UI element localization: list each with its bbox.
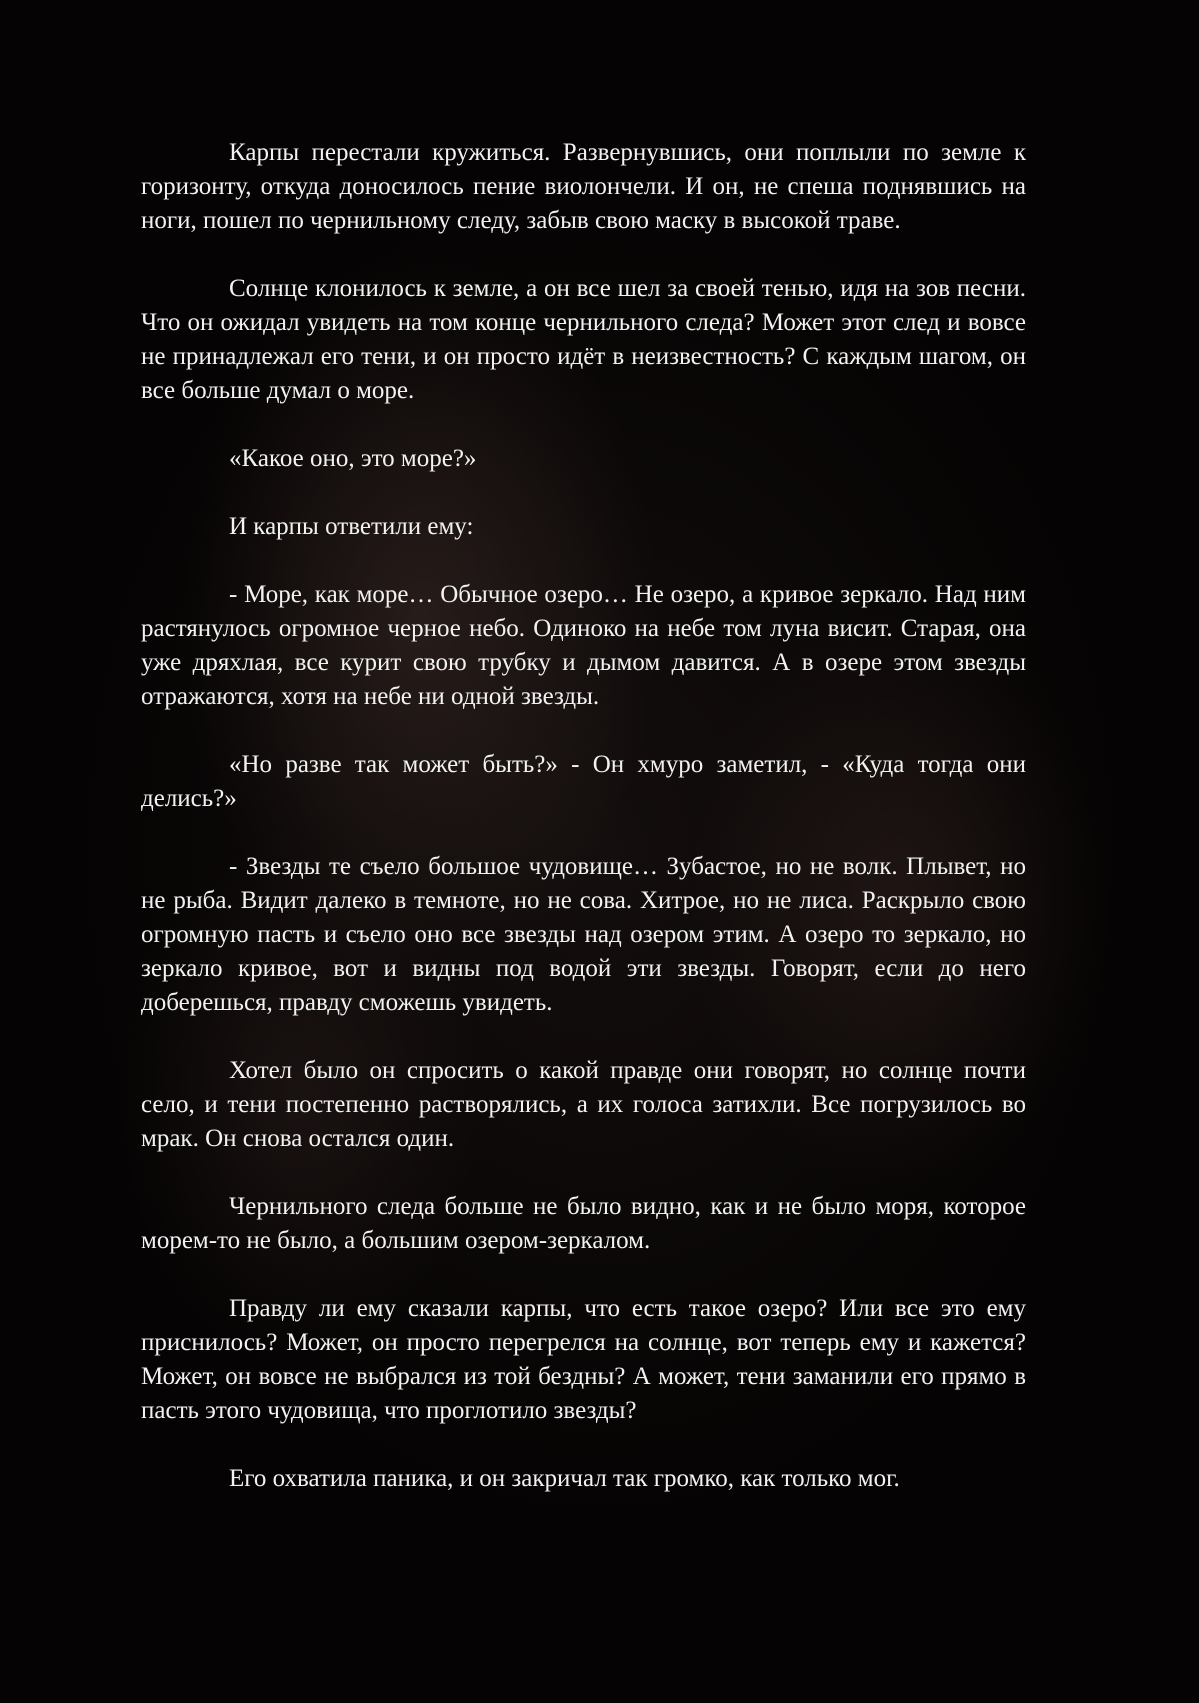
paragraph-1: Карпы перестали кружиться. Развернувшись, они поплыли по земле к горизонту, откуда доносилось пение виолончели. И он, не спеша поднявшись на ноги, пошел по чернильному следу, забыв свою маску в высокой траве. [141,139,1026,234]
paragraph-10: Правду ли ему сказали карпы, что есть такое озеро? Или все это ему приснилось? Может, он просто перегрелся на солнце, вот теперь ему и кажется? Может, он вовсе не выбрался из той бездны? А может, тени заманили его прямо в пасть этого чудовища, что проглотило звезды? [141,1295,1026,1424]
paragraph-7: - Звезды те съело большое чудовище… Зубастое, но не волк. Плывет, но не рыба. Видит далеко в темноте, но не сова. Хитрое, но не лиса. Раскрыло свою огромную пасть и съело оно все звезды над озером этим. А озеро то зеркало, но зеркало кривое, вот и видны под водой эти звезды. Говорят, если до него доберешься, правду сможешь увидеть. [141,853,1026,1016]
paragraph-11: Его охватила паника, и он закричал так громко, как только мог. [229,1465,900,1492]
paragraph-6: «Но разве так может быть?» - Он хмуро заметил, - «Куда тогда они делись?» [141,751,1026,812]
paragraph-9: Чернильного следа больше не было видно, как и не было моря, которое морем-то не было, а большим озером-зеркалом. [141,1193,1026,1254]
paragraph-8: Хотел было он спросить о какой правде они говорят, но солнце почти село, и тени постепенно растворялись, а их голоса затихли. Все погрузилось во мрак. Он снова остался один. [141,1057,1026,1152]
paragraph-2: Солнце клонилось к земле, а он все шел за своей тенью, идя на зов песни. Что он ожидал увидеть на том конце чернильного следа? Может этот след и вовсе не принадлежал его тени, и он просто идёт в неизвестность? С каждым шагом, он все больше думал о море. [141,275,1026,404]
paragraph-4: И карпы ответили ему: [229,513,474,540]
story-text [141,136,1026,1496]
paragraph-5: - Море, как море… Обычное озеро… Не озеро, а кривое зеркало. Над ним растянулось огромное черное небо. Одиноко на небе том луна висит. Старая, она уже дряхлая, все курит свою трубку и дымом давится. А в озере этом звезды отражаются, хотя на небе ни одной звезды. [141,581,1026,710]
paragraph-3: «Какое оно, это море?» [229,445,477,472]
